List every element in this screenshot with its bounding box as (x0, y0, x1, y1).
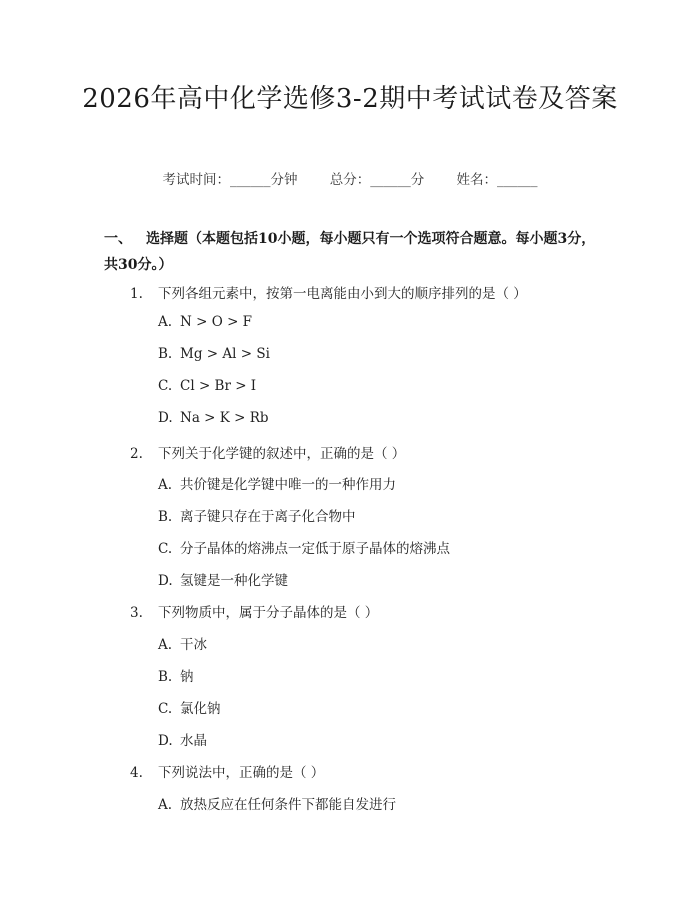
exam-time: 考试时间：______分钟 (162, 172, 298, 188)
option-text: Mg > Al > Si (180, 346, 270, 362)
option-letter: D. (158, 410, 173, 426)
option-letter: B. (158, 669, 173, 685)
option (158, 537, 450, 557)
page-title: 2026年高中化学选修3-2期中考试试卷及答案 (82, 84, 618, 114)
option-letter: C. (158, 541, 173, 557)
option-letter: A. (158, 797, 173, 813)
option (158, 665, 194, 685)
question-text: 下列物质中，属于分子晶体的是（ ） (158, 605, 379, 621)
option-text: 氢键是一种化学键 (180, 573, 288, 589)
option-letter: B. (158, 509, 173, 525)
option (158, 729, 207, 749)
option-text: 钠 (180, 669, 194, 685)
option-letter: D. (158, 573, 173, 589)
question-number: 1. (130, 286, 143, 302)
option-text: 水晶 (180, 733, 207, 749)
option-letter: D. (158, 733, 173, 749)
section-heading (104, 226, 609, 278)
option (158, 697, 221, 717)
option (158, 473, 396, 493)
option (158, 314, 252, 330)
question (130, 442, 405, 462)
question-text: 下列关于化学键的叙述中，正确的是（ ） (158, 446, 406, 462)
option-text: 共价键是化学键中唯一的一种作用力 (180, 477, 396, 493)
option-text: 干冰 (180, 637, 207, 653)
question-number: 2. (130, 446, 143, 462)
option-text: 氯化钠 (180, 701, 221, 717)
option (158, 505, 356, 525)
option-letter: A. (158, 477, 173, 493)
question-number: 3. (130, 605, 143, 621)
option-letter: B. (158, 346, 173, 362)
option (158, 410, 269, 426)
exam-info (0, 168, 700, 188)
option-letter: C. (158, 378, 173, 394)
question (130, 282, 527, 302)
option-text: 离子键只存在于离子化合物中 (180, 509, 356, 525)
option (158, 378, 256, 394)
option-text: Na > K > Rb (180, 410, 269, 426)
option-text: 放热反应在任何条件下都能自发进行 (180, 797, 396, 813)
student-name: 姓名：______ (456, 172, 538, 188)
question (130, 761, 324, 781)
question-number: 4. (130, 765, 143, 781)
option (158, 569, 288, 589)
question (130, 601, 378, 621)
option-letter: C. (158, 701, 173, 717)
option (158, 346, 270, 362)
option-letter: A. (158, 314, 173, 330)
question-text: 下列说法中，正确的是（ ） (158, 765, 325, 781)
question-text: 下列各组元素中，按第一电离能由小到大的顺序排列的是（ ） (158, 286, 527, 302)
option (158, 633, 207, 653)
option-text: N > O > F (180, 314, 253, 330)
section-text: 选择题（本题包括10小题，每小题只有一个选项符合题意。每小题3分，共30分。） (104, 231, 596, 273)
option (158, 793, 396, 813)
option-letter: A. (158, 637, 173, 653)
option-text: Cl > Br > I (180, 378, 257, 394)
option-text: 分子晶体的熔沸点一定低于原子晶体的熔沸点 (180, 541, 450, 557)
section-number: 一、 (104, 231, 132, 247)
total-score: 总分：______分 (329, 172, 425, 188)
